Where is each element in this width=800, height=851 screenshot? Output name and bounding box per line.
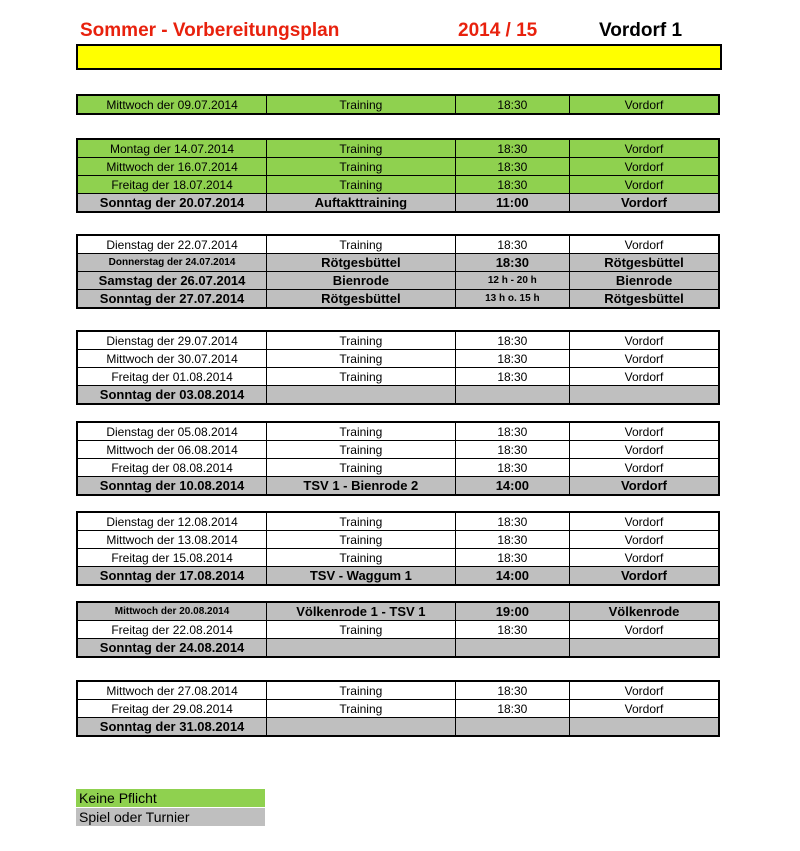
cell-date: Sonntag der 17.08.2014 — [77, 567, 267, 586]
cell-time — [455, 386, 569, 405]
cell-date: Donnerstag der 24.07.2014 — [77, 254, 267, 272]
cell-date: Freitag der 08.08.2014 — [77, 459, 267, 477]
cell-event: Rötgesbüttel — [267, 290, 456, 309]
schedule-block — [76, 234, 720, 309]
cell-event: Training — [267, 549, 456, 567]
cell-date: Mittwoch der 13.08.2014 — [77, 531, 267, 549]
cell-date: Freitag der 22.08.2014 — [77, 621, 267, 639]
cell-time: 18:30 — [455, 441, 569, 459]
cell-time: 19:00 — [455, 602, 569, 621]
cell-date: Freitag der 01.08.2014 — [77, 368, 267, 386]
schedule-row — [77, 477, 719, 496]
cell-event — [267, 639, 456, 658]
cell-event: Training — [267, 512, 456, 531]
cell-date: Dienstag der 05.08.2014 — [77, 422, 267, 441]
cell-event — [267, 718, 456, 737]
cell-place: Völkenrode — [570, 602, 720, 621]
cell-place: Vordorf — [570, 567, 720, 586]
cell-date: Montag der 14.07.2014 — [77, 139, 267, 158]
cell-place: Vordorf — [570, 621, 720, 639]
cell-place: Vordorf — [570, 441, 720, 459]
cell-event: Training — [267, 331, 456, 350]
cell-place — [570, 386, 720, 405]
schedule-block — [76, 601, 720, 658]
cell-place: Rötgesbüttel — [570, 290, 720, 309]
legend-green: Keine Pflicht — [76, 789, 265, 807]
cell-place: Vordorf — [570, 176, 720, 194]
cell-time: 18:30 — [455, 459, 569, 477]
cell-time: 18:30 — [455, 139, 569, 158]
cell-place: Vordorf — [570, 368, 720, 386]
cell-place: Vordorf — [570, 139, 720, 158]
cell-place: Vordorf — [570, 681, 720, 700]
cell-event: Training — [267, 459, 456, 477]
schedule-row — [77, 95, 719, 114]
schedule-row — [77, 700, 719, 718]
legend-gray: Spiel oder Turnier — [76, 808, 265, 826]
cell-time: 18:30 — [455, 158, 569, 176]
cell-event: Training — [267, 176, 456, 194]
cell-time: 18:30 — [455, 700, 569, 718]
cell-event — [267, 386, 456, 405]
cell-place: Vordorf — [570, 549, 720, 567]
schedule-row — [77, 422, 719, 441]
schedule-row — [77, 718, 719, 737]
cell-event: TSV 1 - Bienrode 2 — [267, 477, 456, 496]
cell-date: Mittwoch der 09.07.2014 — [77, 95, 267, 114]
cell-date: Samstag der 26.07.2014 — [77, 272, 267, 290]
cell-place: Vordorf — [570, 95, 720, 114]
schedule-row — [77, 567, 719, 586]
schedule-row — [77, 681, 719, 700]
schedule-block — [76, 138, 720, 213]
cell-time — [455, 639, 569, 658]
cell-event: Training — [267, 700, 456, 718]
cell-date: Mittwoch der 20.08.2014 — [77, 602, 267, 621]
cell-date: Mittwoch der 16.07.2014 — [77, 158, 267, 176]
cell-date: Sonntag der 24.08.2014 — [77, 639, 267, 658]
cell-place: Vordorf — [570, 477, 720, 496]
schedule-row — [77, 272, 719, 290]
schedule-row — [77, 621, 719, 639]
schedule-row — [77, 331, 719, 350]
schedule-row — [77, 549, 719, 567]
cell-place: Vordorf — [570, 331, 720, 350]
cell-time: 14:00 — [455, 567, 569, 586]
cell-place: Vordorf — [570, 194, 720, 213]
cell-time: 18:30 — [455, 422, 569, 441]
cell-date: Freitag der 18.07.2014 — [77, 176, 267, 194]
schedule-row — [77, 176, 719, 194]
cell-place — [570, 639, 720, 658]
cell-event: Training — [267, 422, 456, 441]
cell-date: Freitag der 29.08.2014 — [77, 700, 267, 718]
schedule-row — [77, 512, 719, 531]
cell-time: 18:30 — [455, 621, 569, 639]
cell-time: 18:30 — [455, 176, 569, 194]
cell-date: Sonntag der 27.07.2014 — [77, 290, 267, 309]
cell-time: 18:30 — [455, 254, 569, 272]
cell-time: 12 h - 20 h — [455, 272, 569, 290]
cell-time: 18:30 — [455, 549, 569, 567]
cell-event: Völkenrode 1 - TSV 1 — [267, 602, 456, 621]
schedule-block — [76, 330, 720, 405]
cell-date: Dienstag der 22.07.2014 — [77, 235, 267, 254]
cell-event: Bienrode — [267, 272, 456, 290]
cell-event: Training — [267, 95, 456, 114]
team-label: Vordorf 1 — [599, 20, 683, 41]
cell-place: Vordorf — [570, 235, 720, 254]
schedule-row — [77, 290, 719, 309]
cell-date: Dienstag der 29.07.2014 — [77, 331, 267, 350]
cell-date: Sonntag der 03.08.2014 — [77, 386, 267, 405]
cell-event: Training — [267, 368, 456, 386]
schedule-block — [76, 421, 720, 496]
schedule-row — [77, 235, 719, 254]
cell-time: 18:30 — [455, 331, 569, 350]
cell-place: Vordorf — [570, 700, 720, 718]
cell-event: Training — [267, 531, 456, 549]
cell-time: 13 h o. 15 h — [455, 290, 569, 309]
schedule-row — [77, 139, 719, 158]
cell-time: 14:00 — [455, 477, 569, 496]
cell-event: Training — [267, 139, 456, 158]
schedule-row — [77, 441, 719, 459]
schedule-row — [77, 639, 719, 658]
schedule-row — [77, 350, 719, 368]
cell-time: 18:30 — [455, 531, 569, 549]
cell-time: 18:30 — [455, 368, 569, 386]
schedule-block — [76, 94, 720, 115]
cell-event: TSV - Waggum 1 — [267, 567, 456, 586]
schedule-block — [76, 680, 720, 737]
schedule-row — [77, 194, 719, 213]
schedule-row — [77, 368, 719, 386]
cell-date: Sonntag der 10.08.2014 — [77, 477, 267, 496]
cell-event: Rötgesbüttel — [267, 254, 456, 272]
schedule-block — [76, 511, 720, 586]
cell-event: Training — [267, 158, 456, 176]
cell-date: Dienstag der 12.08.2014 — [77, 512, 267, 531]
cell-event: Auftakttraining — [267, 194, 456, 213]
cell-date: Freitag der 15.08.2014 — [77, 549, 267, 567]
cell-place: Bienrode — [570, 272, 720, 290]
cell-time: 18:30 — [455, 350, 569, 368]
cell-time: 18:30 — [455, 235, 569, 254]
schedule-row — [77, 459, 719, 477]
schedule-row — [77, 254, 719, 272]
schedule-row — [77, 158, 719, 176]
cell-time: 18:30 — [455, 95, 569, 114]
cell-place — [570, 718, 720, 737]
schedule-row — [77, 602, 719, 621]
cell-place: Vordorf — [570, 531, 720, 549]
cell-date: Sonntag der 31.08.2014 — [77, 718, 267, 737]
plan-title: Sommer - Vorbereitungsplan — [80, 20, 340, 41]
schedule-row — [77, 386, 719, 405]
cell-date: Sonntag der 20.07.2014 — [77, 194, 267, 213]
cell-place: Rötgesbüttel — [570, 254, 720, 272]
cell-date: Mittwoch der 27.08.2014 — [77, 681, 267, 700]
cell-time: 11:00 — [455, 194, 569, 213]
cell-event: Training — [267, 621, 456, 639]
cell-place: Vordorf — [570, 350, 720, 368]
cell-time: 18:30 — [455, 512, 569, 531]
yellow-banner — [76, 44, 722, 70]
cell-date: Mittwoch der 06.08.2014 — [77, 441, 267, 459]
schedule-row — [77, 531, 719, 549]
cell-event: Training — [267, 350, 456, 368]
cell-time: 18:30 — [455, 681, 569, 700]
cell-place: Vordorf — [570, 459, 720, 477]
cell-place: Vordorf — [570, 422, 720, 441]
cell-time — [455, 718, 569, 737]
cell-event: Training — [267, 235, 456, 254]
cell-place: Vordorf — [570, 512, 720, 531]
cell-event: Training — [267, 681, 456, 700]
cell-place: Vordorf — [570, 158, 720, 176]
cell-event: Training — [267, 441, 456, 459]
cell-date: Mittwoch der 30.07.2014 — [77, 350, 267, 368]
season-label: 2014 / 15 — [458, 20, 538, 41]
